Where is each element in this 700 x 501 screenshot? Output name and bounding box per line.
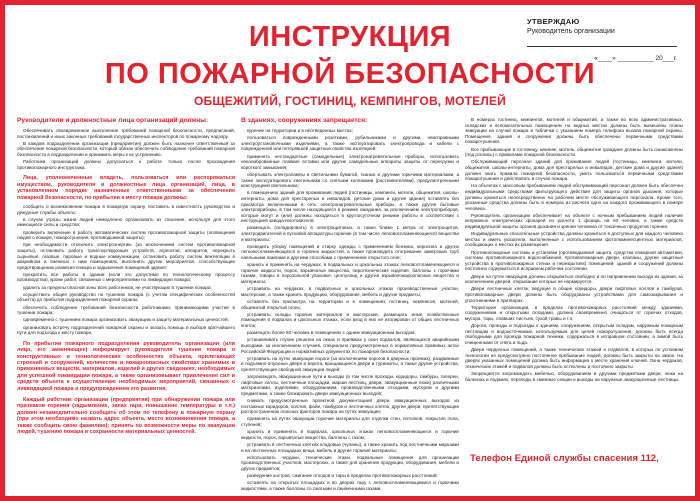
list-item: оставлять без присмотра на территории и в помещениях гостиниц, кемпингов, мотелей, общежитий открытый огонь; [241,298,459,310]
list-item: разведение костров, сжигание отходов и тары в пределах противопожарных расстояний; [247,473,438,479]
list-item: обертывать электролампы и светильники бумагой, тканью и другими горючими материалами, а также эксплуатировать светильники со снятыми колпаками (рассеивателями), предусмотренными конструкцией светильника; [241,171,459,189]
paragraph: Противопожарные системы и установки (противодымная защита, средства пожарной автоматики, системы противопожарного водоснабжения, противопожарные двери, клапаны, другие защитные устройства в противопожарных стенах и перекрытиях) помещений, зданий и сооружений должны постоянно содержаться в исправном рабочем состоянии. [465,249,683,272]
approval-role: Руководитель организации [527,28,615,35]
list-item: осуществить общее руководство по тушению пожара (с учетом специфических особенностей объекта) до прибытия подразделения пожарной охраны; [17,291,235,303]
list-item: размещать более 50 человек в помещениях с одним эвакуационным выходом; [247,330,416,336]
paragraph: Дороги, проезды и подъезды к зданиям, сооружениям, открытым складам, наружным пожарным лестницам и водоисточникам, используемым для целей пожаротушения, должны быть всегда свободными для проезда пожарной техники, содержаться в исправном состоянии, а зимой быть очищенными от снега и льда. [465,323,683,345]
column-left [17,111,235,488]
list-item: устанавливать глухие решетки на окнах и приямках у окон подвалов, являющихся аварийными выходами, за исключением случаев, специально предусмотренных в нормативных правовых актах Российской Федерации и нормативных документах по пожарной безопасности; [241,337,459,354]
approval-date-line: «____» __________ 20___г. [594,55,677,62]
list-item: удалить за пределы опасной зоны всех работников, не участвующих в тушении пожара; [23,284,212,290]
column-middle [241,111,459,491]
list-item: при необходимости отключить электроэнергию (за исключением систем противопожарной защиты), остановить работу транспортирующих устройств, агрегатов, аппаратов, перекрыть сырьевые, газовые, паровые и водные коммуникации, остановить работу систем вентиляции в аварийном и смежных с ним помещениях, выполнить другие мероприятия, способствующие предотвращению развития пожара и задымления помещений здания; [17,242,235,270]
list-item: использовать чердаки, технические этажи, подвальные помещения для организации производственных участков, мастерских, а также для хранения продукции, оборудования, мебели и других предметов; [241,454,459,471]
list-item: пользоваться поврежденными розетками, рубильниками и другими неисправными электроустановочными изделиями, а также эксплуатировать электропровода и кабели с поврежденной или потерявшей защитные свойства изоляцией; [241,135,459,152]
paragraph: Индивидуальные спасательные устройства должны храниться в доступных для каждого человека местах и иметь указатели, выполненные с использованием фотолюминесцентных материалов, сообщающих о местах их размещения. [465,231,683,248]
list-item: курение на территории и в неотведенных местах; [247,128,353,133]
list-item: сообщить о возникновении пожара в пожарную охрану, поставить в известность руководство и дежурные службы объекта; [17,203,235,215]
list-item: в случае угрозы жизни людей немедленно организовать их спасение, используя для этого имеющиеся силы и средства; [17,216,235,228]
paragraph: Обслуживающий персонал зданий для проживания людей (гостиницы, кемпинги, мотели, общежития, школы-интернаты, дома для престарелых и инвалидов, детские дома и другие здания) должен знать правила пожарной безопасности, уметь пользоваться первичными средствами пожаротушения и действовать в случае пожара. [465,159,683,182]
approval-title: УТВЕРЖДАЮ [527,17,580,26]
paragraph: Запрещается загромождать мебелью, оборудованием и другими предметами двери, люки на балконах и лоджиях, переходы в смежные секции и выходы на наружные эвакуационные лестницы. [465,371,683,382]
paragraph: Территория организации, в пределах противопожарных расстояний между зданиями, сооружениями и открытыми складами, должна своевременно очищаться от горючих отходов, мусора, тары, опавших листьев, сухой травы и т.п. [465,304,683,321]
red-block-fire-arrival: Лица, уполномоченные владеть, пользоваться или распоряжаться имуществом, руководители и должностные лица организаций, лица, в установленном порядке назначенные ответственными за обеспечение пожарной безопасности, по прибытии к месту пожара должны: [17,175,235,201]
paragraph: В номерах гостиниц, кемпингов, мотелей и общежитий, а также во всех административных, складских и вспомогательных помещениях на видных местах должны быть вывешены планы эвакуации на случай пожара и таблички с указанием номера телефона вызова пожарной охраны. Помещения, здания и сооружения должны быть обеспечены первичными средствами пожаротушения. [465,117,683,145]
paragraph: Двери чердачных помещений, а также технических этажей и подвалов, в которых по условиям технологии не предусмотрено постоянное пребывание людей, должны быть закрыты на замок. На дверях указанных помещений должна быть информация о месте хранения ключей. Окна чердаков, технических этажей и подвалов должны быть остеклены и постоянно закрыты. [465,347,683,369]
paragraph: В каждом подразделении организации (предприятия) должен быть назначен ответственный за обеспечение пожарной безопасности, который обязан обеспечить соблюдение требований пожарной безопасности в подразделении и принимать меры к их устранению. [17,140,235,157]
list-item: устраивать на чердаках, в подвальных и цокольных этажах производственные участки, мастерские, а также хранить продукцию, оборудование, мебель и другие предметы; [241,286,459,297]
paragraph: Работники организаций должны допускаться к работе только после прохождения противопожарного инструктажа. [17,159,235,170]
list-item: в помещениях зданий для проживания людей (гостиницы, кемпинги, мотели, общежития, школы-интернаты, дома для престарелых и инвалидов, детские дома и другие здания) оставлять без присмотра включенными в сеть электронагревательные приборы, а также другие бытовые электроприборы, в том числе находящиеся в режиме ожидания, за исключением электроприборов, которые могут и (или) должны находиться в круглосуточном режиме работы в соответствии с инструкцией завода-изготовителя; [241,190,459,224]
list-item: оставлять на открытых площадках и во дворах тару с легковоспламеняющимися и горючими жидкостями, а также баллоны со сжатыми и сжиженными газами. [241,480,459,491]
emergency-phone: Телефон Единой службы спасения 112, [470,453,659,464]
list-item: хранить и применять на чердаках, в подвальных и цокольных этажах легковоспламеняющиеся и горючие жидкости, порох, взрывчатые вещества, пиротехнические изделия, баллоны с горючими газами, товары в аэрозольной упаковке, целлулоид и другие взрывопожароопасные вещества и материалы; [241,262,459,284]
paragraph: На объектах с массовым пребыванием людей обслуживающий персонал должен быть обеспечен индивидуальными средствами фильтрующего действия для защиты органов дыхания, которые должны храниться непосредственно на рабочем месте обслуживающего персонала. Кроме того, указанные средства должны быть в номерах из расчета одно на каждого проживающего в номере человека. [465,183,683,211]
content-columns [17,111,683,491]
list-item: организовать встречу подразделений пожарной охраны и оказать помощь в выборе кратчайшего пути для подъезда к месту пожара. [17,324,235,336]
paragraph: Двери лестничных клеток, ведущие в общие коридоры, двери лифтовых холлов и тамбуров, противопожарные двери должны быть оборудованы устройствами для самозакрывания и уплотнениями в притворах. [465,286,683,303]
list-item: применять на путях эвакуации горючие материалы для отделки стен, потолков, покрытия пола, ступеней; [241,416,459,427]
list-item: устраивать на путях эвакуации пороги (за исключением порогов в дверных проемах), раздвижные и подъемно-опускные двери и ворота, вращающиеся двери и турникеты, а также другие устройства, препятствующие свободной эвакуации людей; [241,355,459,372]
red-block-employee-duty: Каждый работник организации (предприятия) при обнаружении пожара или признаков горения (задымление, запах гари, повышение температуры и т.п.) должен незамедлительно сообщить об этом по телефону в пожарную охрану (при этом необходимо назвать адрес объекта, место возникновения пожара, а также сообщить свою фамилию); принять по возможности меры по эвакуации людей, тушению пожара и сохранности материальных ценностей. [17,397,235,436]
list-item: обеспечить соблюдение требований безопасности работниками, принимающими участие в тушении пожара; [17,304,235,316]
list-item: применять нестандартные (самодельные) электронагревательные приборы, использовать некалиброванные плавкие вставки или другие самодельные аппараты защиты от перегрузки и короткого замыкания; [241,153,459,170]
list-item: снимать предусмотренные проектной документацией двери эвакуационных выходов из поэтажных коридоров, холлов, фойе, тамбуров и лестничных клеток, другие двери, препятствующие распространению опасных факторов пожара на путях эвакуации; [241,398,459,415]
list-item: проверить включение в работу автоматических систем противопожарной защиты (оповещения людей о пожаре, пожаротушения, противодымной защиты); [17,229,235,241]
title-line-2: ПО ПОЖАРНОЙ БЕЗОПАСНОСТИ [104,58,596,90]
title-line-1: ИНСТРУКЦИЯ [248,21,452,53]
column-right [465,111,683,488]
red-block-fire-unit: По прибытии пожарного подразделения руководитель организации (или лицо, его заменяющее) информирует руководителя тушения пожара о конструктивных и технологических особенностях объекта, прилегающих строений и сооружений, количестве и пожароопасных свойствах хранимых и применяемых веществ, материалов, изделий и других сведениях, необходимых для успешной ликвидации пожара, а также организовывает привлечение сил и средств объекта к осуществлению необходимых мероприятий, связанных с ликвидацией пожара и предупреждением его развития. [17,340,235,392]
list-item: одновременно с тушением пожара организовать эвакуацию и защиту материальных ценностей; [23,317,229,323]
list-item: устраивать склады горючих материалов и мастерские, размещать иные хозяйственные помещения в подвалах и цокольных этажах, если вход в них не изолирован от общих лестничных клеток; [241,311,459,328]
section-heading-prohibited: В зданиях, сооружениях запрещается: [241,117,368,124]
list-item: прекратить все работы в здании (если это допустимо по технологическому процессу производства), кроме работ, связанных с мероприятиями по ликвидации пожара; [17,271,235,283]
section-heading-officials: Руководители и должностные лица организаций должны: [17,117,209,124]
paragraph: Двери на путях эвакуации должны открываться свободно и по направлению выхода из здания, за исключением дверей, открывание которых не нормируется. [465,273,683,285]
list-item: устраивать в лестничных клетках кладовые (чуланы), а также хранить под лестничными маршами и на лестничных площадках вещи, мебель и другие горючие материалы; [241,441,459,453]
paragraph: Руководитель организации обеспечивает на объекте с ночным пребыванием людей наличие исправных электрических фонарей из расчета 1 фонарь на 50 человек, а также средств индивидуальной защиты органов дыхания и зрения человека от токсичных продуктов горения. [465,212,683,230]
list-item: размещать (складировать) в электрощитовых, а также ближе 1 метра от электрощитов, электродвигателей и пусковой аппаратуры горючие (в том числе легковоспламеняющиеся) вещества и материалы; [241,225,459,242]
list-item: загромождать эвакуационные пути и выходы (в том числе проходы, коридоры, тамбуры, галереи, лифтовые холлы, лестничные площадки, марши лестниц, двери, эвакуационные люки) различными материалами, изделиями, оборудованием, производственными отходами, мусором и другими предметами, а также блокировать двери эвакуационных выходов; [241,374,459,396]
list-item: хранить и применять в подвалах, цокольных этажах легковоспламеняющиеся и горючие жидкости, порох, взрывчатые вещества, баллоны с газом; [241,429,459,440]
paragraph: Все прибывающие в гостиницу, кемпинг, мотель, общежитие граждане должны быть ознакомлены (под роспись) с правилами пожарной безопасности. [465,146,683,158]
subtitle: ОБЩЕЖИТИЙ, ГОСТИНИЦ, КЕМПИНГОВ, МОТЕЛЕЙ [193,94,506,108]
list-item: проводить уборку помещений и стирку одежды с применением бензина, керосина и других легковоспламеняющихся и горючих жидкостей, а также производить отогревание замерзших труб паяльными лампами и другими способами с применением открытого огня; [241,243,459,261]
paragraph: Обеспечивать своевременное выполнение требований пожарной безопасности, предписаний, постановлений и иных законных требований государственных инспекторов по пожарному надзору. [17,128,235,139]
